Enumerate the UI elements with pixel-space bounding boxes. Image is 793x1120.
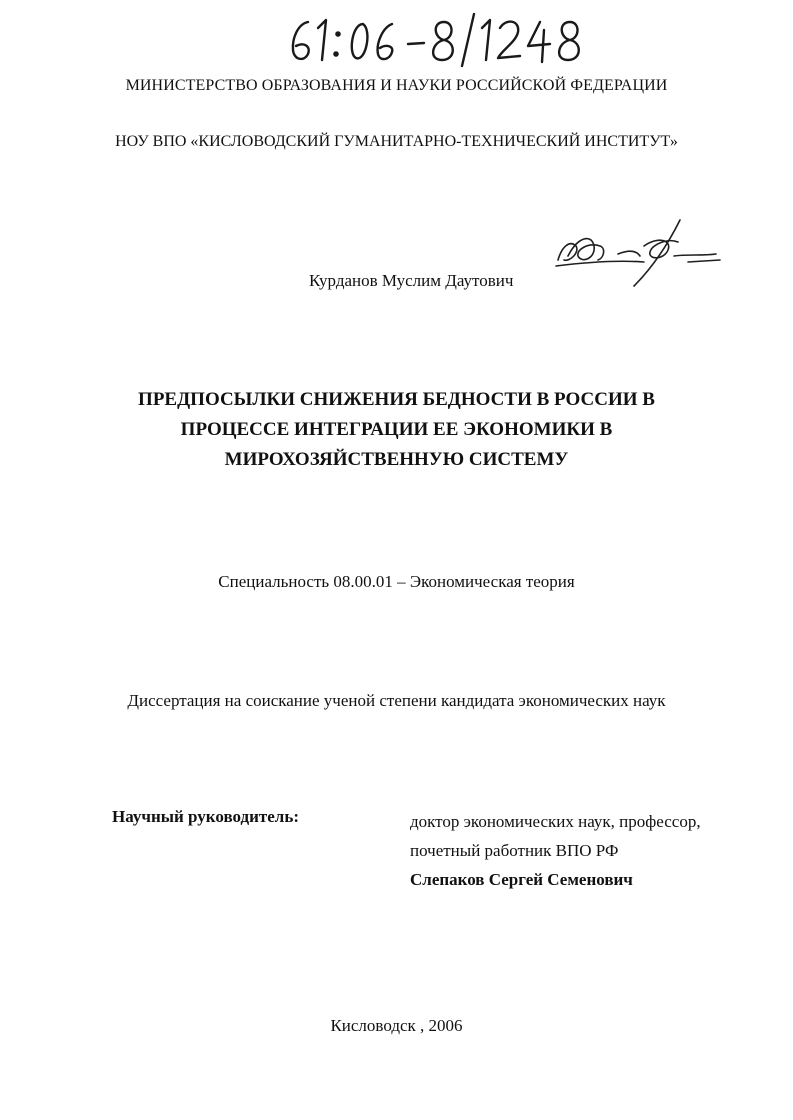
author-signature: [548, 216, 728, 290]
institute-heading: НОУ ВПО «КИСЛОВОДСКИЙ ГУМАНИТАРНО-ТЕХНИЧЕСКИЙ ИНСТИТУТ»: [115, 133, 678, 150]
city-year: Кисловодск , 2006: [330, 1016, 463, 1035]
handwritten-archive-code: [268, 10, 588, 70]
supervisor-label: Научный руководитель:: [112, 807, 299, 826]
title-line-1: ПРЕДПОСЫЛКИ СНИЖЕНИЯ БЕДНОСТИ В РОССИИ В: [138, 389, 655, 410]
title-line-2: ПРОЦЕССЕ ИНТЕГРАЦИИ ЕЕ ЭКОНОМИКИ В: [180, 419, 613, 440]
author-name: Курданов Муслим Даутович: [309, 271, 514, 290]
title-line-3: МИРОХОЗЯЙСТВЕННУЮ СИСТЕМУ: [224, 449, 569, 470]
supervisor-info: [410, 807, 701, 894]
dissertation-type-line: Диссертация на соискание ученой степени кандидата экономических наук: [127, 691, 666, 710]
dissertation-title: [0, 385, 793, 475]
supervisor-name: Слепаков Сергей Семенович: [410, 870, 633, 889]
specialty-line: Специальность 08.00.01 – Экономическая теория: [218, 572, 575, 591]
ministry-heading: МИНИСТЕРСТВО ОБРАЗОВАНИЯ И НАУКИ РОССИЙСКОЙ ФЕДЕРАЦИИ: [125, 77, 668, 94]
supervisor-honor: почетный работник ВПО РФ: [410, 841, 619, 860]
supervisor-degree: доктор экономических наук, профессор,: [410, 812, 701, 831]
